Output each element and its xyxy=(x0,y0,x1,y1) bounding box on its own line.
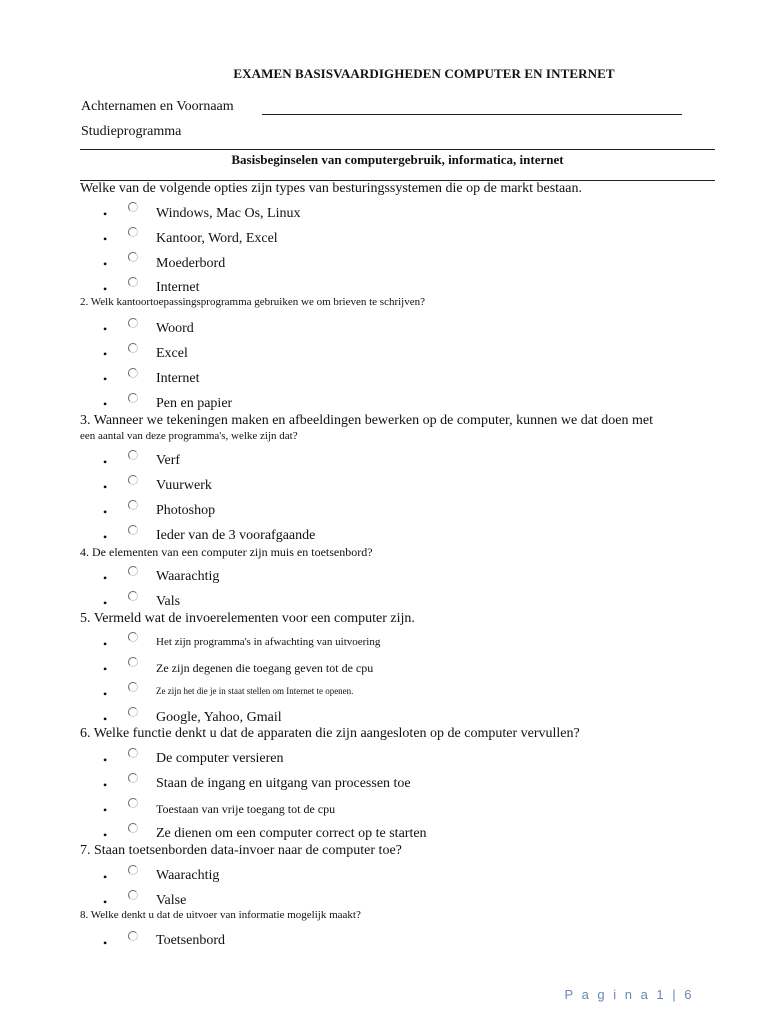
option-label: Staan de ingang en uitgang van processen toe xyxy=(156,776,411,791)
bullet-icon: • xyxy=(103,372,108,386)
option-label: Vals xyxy=(156,594,181,609)
option-label: Woord xyxy=(156,321,194,336)
question-4-text: 4. De elementen van een computer zijn muis en toetsenbord? xyxy=(80,545,373,559)
option-label: Ze zijn het die je in staat stellen om Internet te openen. xyxy=(156,686,354,696)
bullet-icon: • xyxy=(103,753,108,767)
bullet-icon: • xyxy=(103,322,108,336)
bullet-icon: • xyxy=(103,282,108,296)
bullet-icon: • xyxy=(103,455,108,469)
bullet-icon: • xyxy=(103,207,108,221)
option-label: Waarachtig xyxy=(156,569,220,584)
name-input-line[interactable] xyxy=(262,114,682,115)
option-label: Vuurwerk xyxy=(156,478,212,493)
bullet-icon: • xyxy=(103,662,108,676)
bullet-icon: • xyxy=(103,637,108,651)
option-label: Valse xyxy=(156,893,187,908)
bullet-icon: • xyxy=(103,778,108,792)
option-label: Windows, Mac Os, Linux xyxy=(156,206,301,221)
page-number: P a g i n a 1 | 6 xyxy=(564,987,694,1002)
option-label: Ieder van de 3 voorafgaande xyxy=(156,528,316,543)
option-label: Moederbord xyxy=(156,256,226,271)
radio-button[interactable] xyxy=(128,475,138,485)
option-label: Toetsenbord xyxy=(156,933,226,948)
bullet-icon: • xyxy=(103,480,108,494)
radio-button[interactable] xyxy=(128,566,138,576)
bullet-icon: • xyxy=(103,505,108,519)
question-8-text: 8. Welke denkt u dat de uitvoer van informatie mogelijk maakt? xyxy=(80,909,361,921)
option-label: Google, Yahoo, Gmail xyxy=(156,710,282,725)
radio-button[interactable] xyxy=(128,682,138,692)
option-label: Kantoor, Word, Excel xyxy=(156,231,278,246)
bullet-icon: • xyxy=(103,936,108,950)
bullet-icon: • xyxy=(103,803,108,817)
radio-button[interactable] xyxy=(128,202,138,212)
option-label: Internet xyxy=(156,371,200,386)
radio-button[interactable] xyxy=(128,450,138,460)
radio-button[interactable] xyxy=(128,393,138,403)
radio-button[interactable] xyxy=(128,591,138,601)
radio-button[interactable] xyxy=(128,823,138,833)
radio-button[interactable] xyxy=(128,368,138,378)
section-top-rule xyxy=(80,149,715,150)
option-label: De computer versieren xyxy=(156,751,284,766)
radio-button[interactable] xyxy=(128,890,138,900)
radio-button[interactable] xyxy=(128,277,138,287)
radio-button[interactable] xyxy=(128,931,138,941)
radio-button[interactable] xyxy=(128,252,138,262)
bullet-icon: • xyxy=(103,232,108,246)
study-program-label: Studieprogramma xyxy=(81,124,182,139)
question-1-text: Welke van de volgende opties zijn types van besturingssystemen die op de markt bestaan. xyxy=(80,181,582,196)
radio-button[interactable] xyxy=(128,865,138,875)
bullet-icon: • xyxy=(103,895,108,909)
option-label: Photoshop xyxy=(156,503,216,518)
radio-button[interactable] xyxy=(128,657,138,667)
radio-button[interactable] xyxy=(128,798,138,808)
bullet-icon: • xyxy=(103,347,108,361)
bullet-icon: • xyxy=(103,530,108,544)
option-label: Waarachtig xyxy=(156,868,220,883)
name-label: Achternamen en Voornaam xyxy=(81,99,234,114)
bullet-icon: • xyxy=(103,870,108,884)
radio-button[interactable] xyxy=(128,748,138,758)
question-5-text: 5. Vermeld wat de invoerelementen voor een computer zijn. xyxy=(80,611,415,626)
question-7-text: 7. Staan toetsenborden data-invoer naar de computer toe? xyxy=(80,843,402,858)
option-label: Internet xyxy=(156,280,200,295)
radio-button[interactable] xyxy=(128,707,138,717)
radio-button[interactable] xyxy=(128,500,138,510)
radio-button[interactable] xyxy=(128,318,138,328)
bullet-icon: • xyxy=(103,571,108,585)
option-label: Toestaan van vrije toegang tot de cpu xyxy=(156,802,336,816)
question-3-text: 3. Wanneer we tekeningen maken en afbeeldingen bewerken op de computer, kunnen we dat doen met xyxy=(80,413,654,428)
option-label: Ze zijn degenen die toegang geven tot de cpu xyxy=(156,661,374,675)
section-title: Basisbeginselen van computergebruik, informatica, internet xyxy=(231,152,564,167)
question-2-text: 2. Welk kantoortoepassingsprogramma gebruiken we om brieven te schrijven? xyxy=(80,296,426,308)
bullet-icon: • xyxy=(103,828,108,842)
bullet-icon: • xyxy=(103,397,108,411)
option-label: Verf xyxy=(156,453,181,468)
option-label: Het zijn programma's in afwachting van uitvoering xyxy=(156,636,381,648)
bullet-icon: • xyxy=(103,687,108,701)
radio-button[interactable] xyxy=(128,525,138,535)
radio-button[interactable] xyxy=(128,227,138,237)
radio-button[interactable] xyxy=(128,773,138,783)
option-label: Excel xyxy=(156,346,188,361)
question-3-text-continued: een aantal van deze programma's, welke zijn dat? xyxy=(80,430,298,442)
question-6-text: 6. Welke functie denkt u dat de apparaten die zijn aangesloten op de computer vervullen? xyxy=(80,726,580,741)
radio-button[interactable] xyxy=(128,343,138,353)
exam-title: EXAMEN BASISVAARDIGHEDEN COMPUTER EN INTERNET xyxy=(233,66,615,81)
bullet-icon: • xyxy=(103,712,108,726)
bullet-icon: • xyxy=(103,596,108,610)
option-label: Pen en papier xyxy=(156,396,233,411)
option-label: Ze dienen om een computer correct op te starten xyxy=(156,826,427,841)
radio-button[interactable] xyxy=(128,632,138,642)
bullet-icon: • xyxy=(103,257,108,271)
